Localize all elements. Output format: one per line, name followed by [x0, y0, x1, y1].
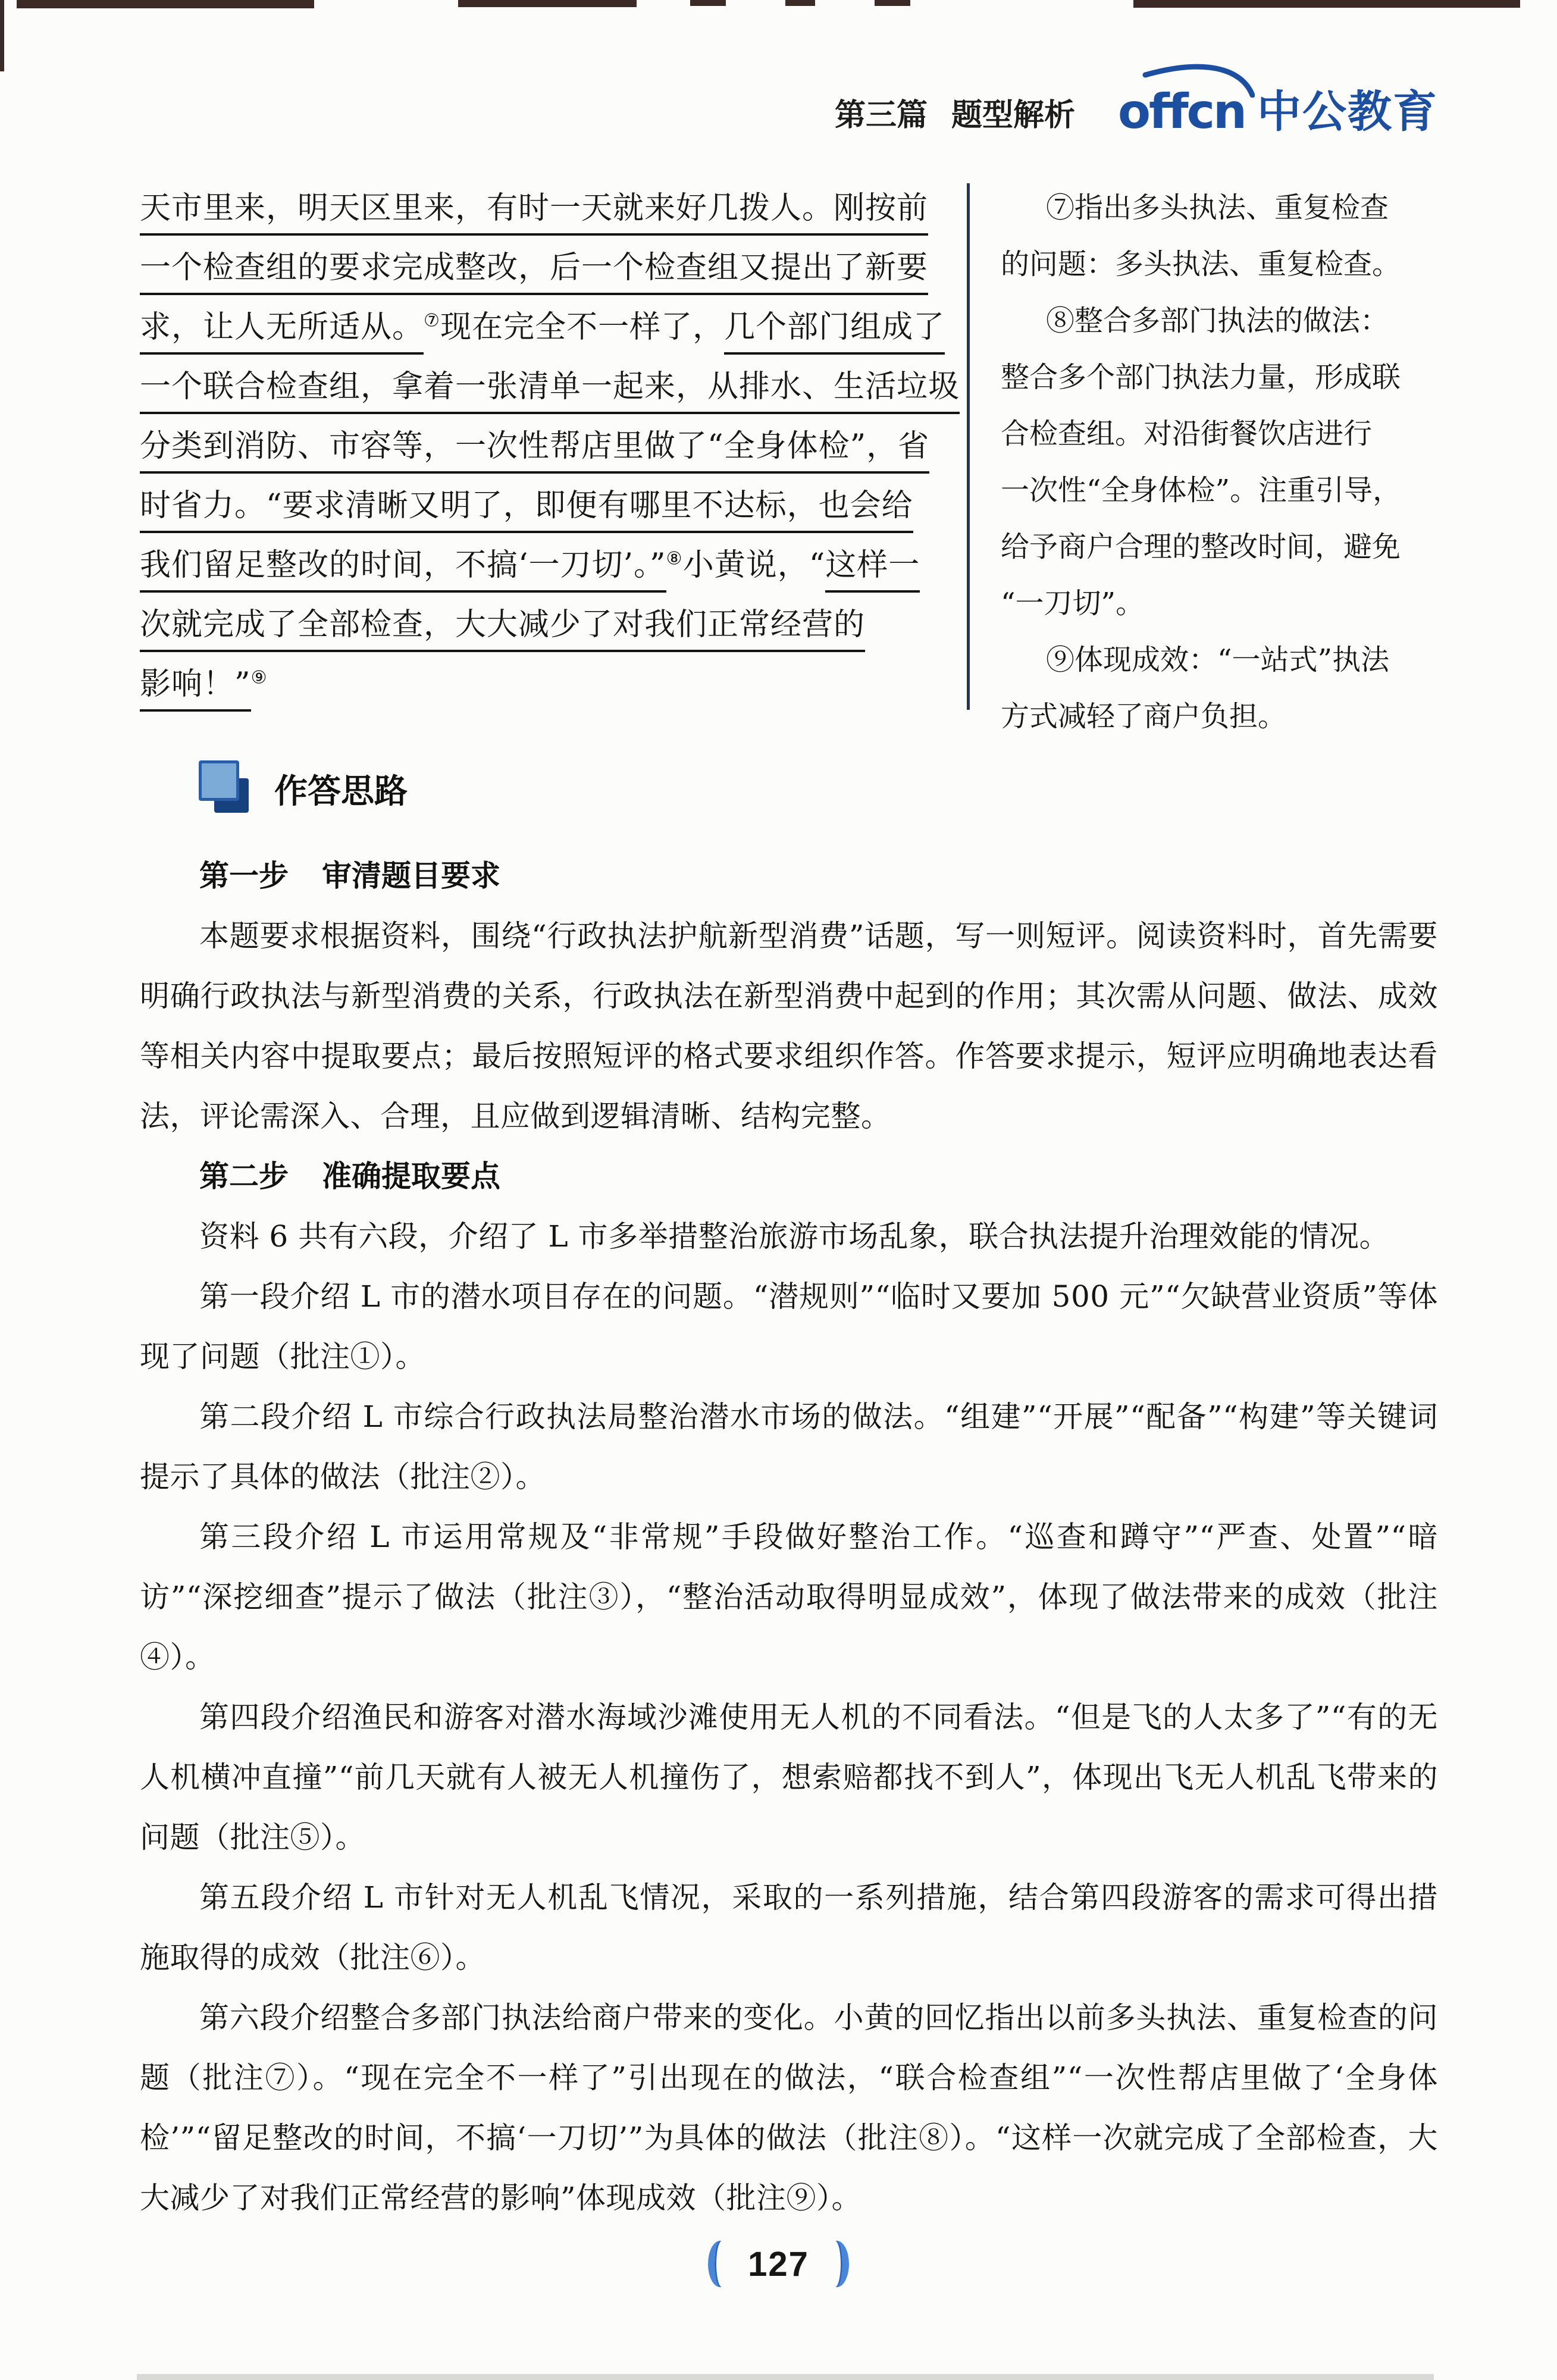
scan-artifact — [137, 2374, 1434, 2380]
scan-artifact — [1133, 0, 1520, 8]
annotation-column — [970, 178, 1438, 745]
section-number: 第三篇 — [835, 98, 928, 133]
material-section — [140, 178, 1438, 745]
annotation-line: 给予商户合理的整改时间，避免 — [1001, 530, 1401, 563]
guide-paragraph: 第四段介绍渔民和游客对潜水海域沙滩使用无人机的不同看法。“但是飞的人太多了”“有的无人机横冲直撞”“前几天就有人被无人机撞伤了，想索赔都找不到人”，体现出飞无人机乱飞带来的问题（批注⑤）。 — [140, 1700, 1438, 1855]
annotation-number-marker: ⑨ — [250, 667, 268, 688]
scan-artifact — [875, 0, 910, 6]
material-text-column — [140, 178, 960, 745]
step-1-title: 审清题目要求 — [322, 859, 500, 892]
answer-guide-title: 作答思路 — [274, 772, 408, 810]
annotation-line: ⑦指出多头执法、重复检查 — [1046, 191, 1389, 224]
annotation-line: 方式减轻了商户负担。 — [1001, 700, 1287, 733]
overlapping-squares-icon — [198, 760, 254, 817]
guide-paragraph: 第二段介绍 L 市综合行政执法局整治潜水市场的做法。“组建”“开展”“配备”“构建”等关键词提示了具体的做法（批注②）。 — [140, 1399, 1438, 1494]
offcn-wordmark: offcn — [1118, 88, 1245, 136]
step-2-label: 第二步 — [199, 1160, 289, 1193]
annotation-line: ⑨体现成效：“一站式”执法 — [1046, 643, 1390, 677]
step-1-label: 第一步 — [199, 859, 289, 892]
material-line: 次就完成了全部检查，大大减少了对我们正常经营的 — [140, 595, 940, 654]
breadcrumb — [835, 90, 1075, 134]
material-line: 我们留足整改的时间，不搞‘一刀切’。”⑧小黄说，“这样一 — [140, 536, 940, 595]
annotation-line: 整合多个部门执法力量，形成联 — [1001, 361, 1401, 394]
answer-guide-header — [198, 760, 408, 817]
annotation-line: 的问题：多头执法、重复检查。 — [1001, 248, 1401, 281]
scan-artifact — [785, 0, 815, 6]
material-line: 天市里来，明天区里来，有时一天就来好几拨人。刚按前 — [140, 178, 940, 238]
material-line: 分类到消防、市容等，一次性帮店里做了“全身体检”，省 — [140, 416, 940, 476]
step-2-header — [140, 1147, 1438, 1207]
annotation-line: ⑧整合多部门执法的做法： — [1046, 304, 1389, 337]
material-line: 时省力。“要求清晰又明了，即便有哪里不达标，也会给 — [140, 476, 940, 536]
annotation-number-marker: ⑧ — [666, 548, 683, 569]
step-2-title: 准确提取要点 — [322, 1160, 500, 1193]
guide-paragraph: 第六段介绍整合多部门执法给商户带来的变化。小黄的回忆指出以前多头执法、重复检查的问题（批注⑦）。“现在完全不一样了”引出现在的做法，“联合检查组”“一次性帮店里做了‘全身体检’”“留足整改的时间，不搞‘一刀切’”为具体的做法（批注⑧）。“这样一次就完成了全部检查，大大减少了对我们正常经营的影响”体现成效（批注⑨）。 — [140, 2000, 1438, 2215]
scan-artifact — [458, 0, 637, 7]
brand-name: 中公教育 — [1257, 86, 1438, 137]
page-number: 127 — [748, 2244, 809, 2284]
guide-paragraph: 资料 6 共有六段，介绍了 L 市多举措整治旅游市场乱象，联合执法提升治理效能的情况。 — [199, 1219, 1390, 1254]
annotation-number-marker: ⑦ — [424, 310, 441, 331]
offcn-logo — [1118, 84, 1438, 139]
annotation-line: 合检查组。对沿街餐饮店进行 — [1001, 417, 1373, 450]
step-1-paragraphs — [140, 906, 1438, 1147]
material-line: 求，让人无所适从。⑦现在完全不一样了，几个部门组成了 — [140, 298, 940, 357]
page-header — [835, 70, 1438, 154]
guide-paragraph: 本题要求根据资料，围绕“行政执法护航新型消费”话题，写一则短评。阅读资料时，首先需要明确行政执法与新型消费的关系，行政执法在新型消费中起到的作用；其次需从问题、做法、成效等相关内容中提取要点；最后按照短评的格式要求组织作答。作答要求提示，短评应明确地表达看法，评论需深入、合理，且应做到逻辑清晰、结构完整。 — [140, 919, 1438, 1133]
scan-artifact — [0, 0, 4, 71]
answer-guide-body — [140, 846, 1438, 2228]
material-line: 影响！”⑨ — [140, 654, 940, 714]
annotation-line: “一刀切”。 — [1001, 587, 1145, 620]
laurel-left-icon — [708, 2241, 732, 2287]
guide-paragraph: 第五段介绍 L 市针对无人机乱飞情况，采取的一系列措施，结合第四段游客的需求可得出措施取得的成效（批注⑥）。 — [140, 1880, 1438, 1975]
section-title: 题型解析 — [951, 98, 1076, 133]
page-footer — [0, 2241, 1557, 2287]
guide-paragraph: 第三段介绍 L 市运用常规及“非常规”手段做好整治工作。“巡查和蹲守”“严查、处置”“暗访”“深挖细查”提示了做法（批注③），“整治活动取得明显成效”，体现了做法带来的成效（批注④）。 — [140, 1520, 1438, 1674]
laurel-right-icon — [825, 2241, 849, 2287]
step-2-paragraphs — [140, 1207, 1438, 2228]
material-line: 一个检查组的要求完成整改，后一个检查组又提出了新要 — [140, 238, 940, 298]
material-line: 一个联合检查组，拿着一张清单一起来，从排水、生活垃圾 — [140, 357, 940, 416]
logo-swoosh-icon — [1142, 57, 1255, 98]
annotation-line: 一次性“全身体检”。注重引导， — [1001, 474, 1402, 507]
step-1-header — [140, 846, 1438, 906]
scan-artifact — [690, 0, 726, 6]
scan-artifact — [17, 0, 314, 8]
guide-paragraph: 第一段介绍 L 市的潜水项目存在的问题。“潜规则”“临时又要加 500 元”“欠缺营业资质”等体现了问题（批注①）。 — [140, 1279, 1438, 1374]
